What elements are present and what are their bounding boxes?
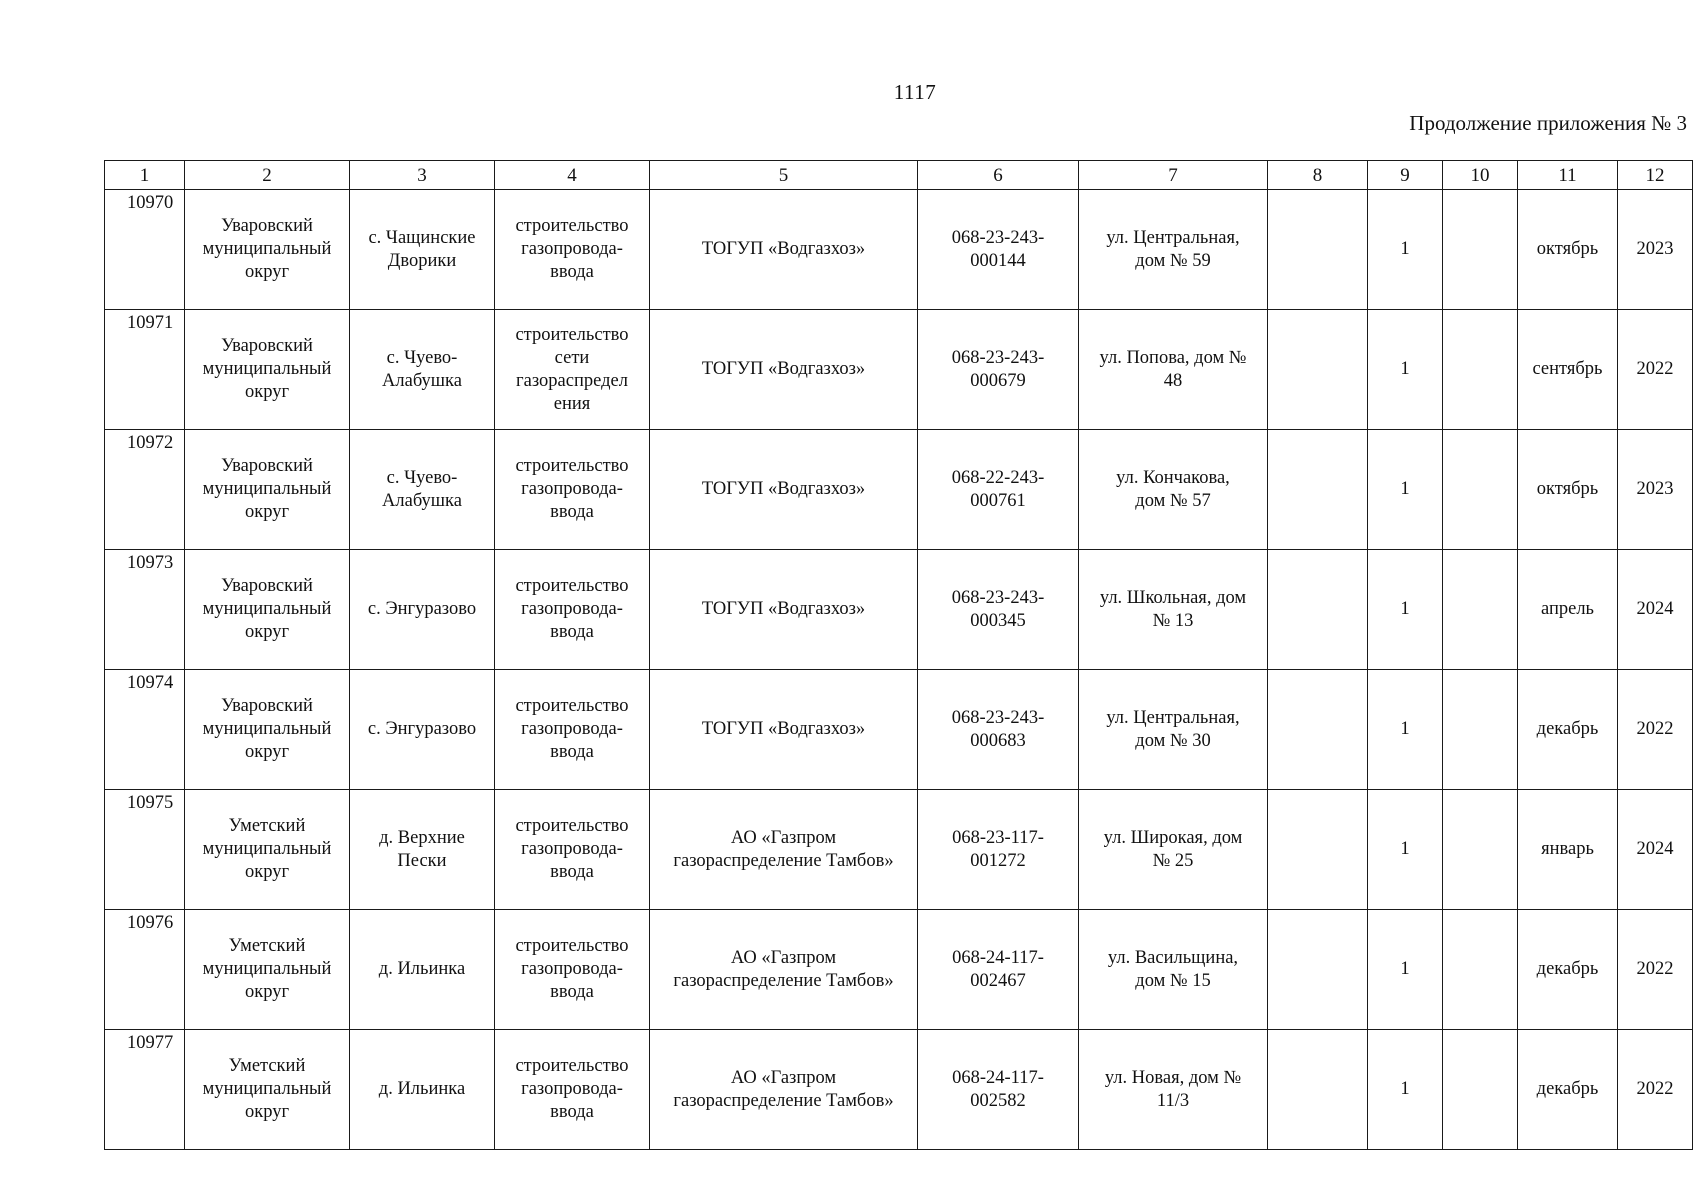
year-cell-text: 2024 bbox=[1636, 599, 1674, 619]
row-number-cell-text: 10976 bbox=[127, 913, 174, 933]
object-code-cell-text: 068-23-117- 001272 bbox=[952, 827, 1044, 871]
row-number-cell bbox=[105, 310, 185, 430]
column-header: 11 bbox=[1518, 161, 1618, 190]
work-type-cell bbox=[495, 670, 650, 790]
column-8-cell bbox=[1268, 310, 1368, 430]
settlement-cell-text: с. Чащинские Дворики bbox=[368, 227, 476, 271]
column-9-cell-text: 1 bbox=[1400, 959, 1410, 979]
district-cell-text: Уметский муниципальный округ bbox=[202, 1056, 332, 1122]
row-number-cell bbox=[105, 1030, 185, 1150]
work-type-cell-text: строительство газопровода- ввода bbox=[515, 936, 629, 1002]
object-code-cell-text: 068-24-117- 002467 bbox=[952, 947, 1044, 991]
column-header: 7 bbox=[1079, 161, 1268, 190]
district-cell-text: Уметский муниципальный округ bbox=[202, 936, 332, 1002]
address-cell-text: ул. Кончакова, дом № 57 bbox=[1116, 467, 1230, 511]
year-cell bbox=[1618, 430, 1693, 550]
object-code-cell-text: 068-23-243- 000144 bbox=[951, 227, 1045, 271]
column-10-cell bbox=[1443, 310, 1518, 430]
organization-cell-text: АО «Газпром газораспределение Тамбов» bbox=[673, 827, 894, 871]
column-header: 5 bbox=[650, 161, 918, 190]
work-type-cell-text: строительство газопровода- ввода bbox=[515, 576, 629, 642]
year-cell bbox=[1618, 1030, 1693, 1150]
row-number-cell-text: 10972 bbox=[127, 433, 174, 453]
column-9-cell-text: 1 bbox=[1400, 359, 1410, 379]
row-number-cell bbox=[105, 430, 185, 550]
year-cell-text: 2024 bbox=[1636, 839, 1674, 859]
row-number-cell-text: 10974 bbox=[127, 673, 174, 693]
column-8-cell bbox=[1268, 1030, 1368, 1150]
address-cell-text: ул. Васильщина, дом № 15 bbox=[1107, 947, 1239, 991]
object-code-cell-text: 068-24-117- 002582 bbox=[952, 1067, 1044, 1111]
address-cell bbox=[1079, 1030, 1268, 1150]
year-cell-text: 2022 bbox=[1636, 1079, 1674, 1099]
year-cell bbox=[1618, 550, 1693, 670]
month-cell bbox=[1518, 190, 1618, 310]
column-header: 9 bbox=[1368, 161, 1443, 190]
organization-cell bbox=[650, 790, 918, 910]
column-8-cell bbox=[1268, 910, 1368, 1030]
table-row bbox=[105, 1030, 1693, 1150]
settlement-cell bbox=[350, 1030, 495, 1150]
district-cell-text: Уваровский муниципальный округ bbox=[202, 696, 332, 762]
district-cell-text: Уметский муниципальный округ bbox=[202, 816, 332, 882]
column-header: 8 bbox=[1268, 161, 1368, 190]
object-code-cell-text: 068-23-243- 000679 bbox=[951, 347, 1045, 391]
column-9-cell-text: 1 bbox=[1400, 719, 1410, 739]
organization-cell-text: ТОГУП «Водгазхоз» bbox=[701, 599, 866, 619]
year-cell-text: 2023 bbox=[1636, 479, 1674, 499]
district-cell bbox=[185, 550, 350, 670]
year-cell bbox=[1618, 910, 1693, 1030]
column-8-cell bbox=[1268, 790, 1368, 910]
district-cell bbox=[185, 910, 350, 1030]
column-header: 3 bbox=[350, 161, 495, 190]
work-type-cell bbox=[495, 790, 650, 910]
column-10-cell bbox=[1443, 670, 1518, 790]
work-type-cell-text: строительство газопровода- ввода bbox=[515, 816, 629, 882]
column-header: 10 bbox=[1443, 161, 1518, 190]
row-number-cell bbox=[105, 790, 185, 910]
month-cell bbox=[1518, 550, 1618, 670]
district-cell bbox=[185, 190, 350, 310]
month-cell-text: январь bbox=[1541, 839, 1594, 859]
organization-cell-text: ТОГУП «Водгазхоз» bbox=[701, 479, 866, 499]
settlement-cell-text: с. Чуево- Алабушка bbox=[382, 467, 462, 511]
row-number-cell bbox=[105, 670, 185, 790]
year-cell bbox=[1618, 670, 1693, 790]
column-10-cell bbox=[1443, 790, 1518, 910]
organization-cell bbox=[650, 190, 918, 310]
object-code-cell bbox=[918, 670, 1079, 790]
settlement-cell-text: с. Энгуразово bbox=[367, 719, 477, 739]
work-type-cell-text: строительство газопровода- ввода bbox=[515, 456, 629, 522]
column-header: 1 bbox=[105, 161, 185, 190]
table-row bbox=[105, 190, 1693, 310]
address-cell-text: ул. Новая, дом № 11/3 bbox=[1104, 1067, 1242, 1111]
work-type-cell bbox=[495, 310, 650, 430]
row-number-cell bbox=[105, 190, 185, 310]
organization-cell-text: АО «Газпром газораспределение Тамбов» bbox=[673, 1067, 894, 1111]
column-9-cell-text: 1 bbox=[1400, 239, 1410, 259]
table-header bbox=[105, 161, 1693, 190]
organization-cell bbox=[650, 1030, 918, 1150]
column-10-cell bbox=[1443, 910, 1518, 1030]
year-cell-text: 2022 bbox=[1636, 359, 1674, 379]
object-code-cell-text: 068-23-243- 000345 bbox=[951, 587, 1045, 631]
settlement-cell bbox=[350, 910, 495, 1030]
work-type-cell-text: строительство газопровода- ввода bbox=[515, 216, 629, 282]
year-cell bbox=[1618, 790, 1693, 910]
month-cell-text: апрель bbox=[1541, 599, 1594, 619]
column-9-cell-text: 1 bbox=[1400, 1079, 1410, 1099]
address-cell-text: ул. Школьная, дом № 13 bbox=[1099, 587, 1247, 631]
column-10-cell bbox=[1443, 550, 1518, 670]
column-10-cell bbox=[1443, 430, 1518, 550]
work-type-cell bbox=[495, 1030, 650, 1150]
month-cell-text: декабрь bbox=[1536, 719, 1599, 739]
object-code-cell bbox=[918, 1030, 1079, 1150]
address-cell bbox=[1079, 430, 1268, 550]
settlement-cell bbox=[350, 550, 495, 670]
organization-cell-text: ТОГУП «Водгазхоз» bbox=[701, 359, 866, 379]
address-cell-text: ул. Центральная, дом № 59 bbox=[1106, 227, 1240, 271]
month-cell-text: декабрь bbox=[1536, 1079, 1599, 1099]
month-cell bbox=[1518, 310, 1618, 430]
work-type-cell bbox=[495, 190, 650, 310]
table-body bbox=[105, 190, 1693, 1150]
column-9-cell bbox=[1368, 670, 1443, 790]
address-cell bbox=[1079, 190, 1268, 310]
column-8-cell bbox=[1268, 550, 1368, 670]
settlement-cell bbox=[350, 670, 495, 790]
month-cell-text: сентябрь bbox=[1532, 359, 1603, 379]
table-row bbox=[105, 430, 1693, 550]
district-cell-text: Уваровский муниципальный округ bbox=[202, 216, 332, 282]
settlement-cell-text: д. Верхние Пески bbox=[379, 827, 465, 871]
month-cell bbox=[1518, 430, 1618, 550]
address-cell bbox=[1079, 550, 1268, 670]
column-8-cell bbox=[1268, 670, 1368, 790]
row-number-cell-text: 10977 bbox=[127, 1033, 174, 1053]
year-cell-text: 2022 bbox=[1636, 959, 1674, 979]
column-9-cell bbox=[1368, 910, 1443, 1030]
column-number-row bbox=[105, 161, 1693, 190]
column-9-cell bbox=[1368, 790, 1443, 910]
table-row bbox=[105, 910, 1693, 1030]
year-cell bbox=[1618, 310, 1693, 430]
settlement-cell-text: д. Ильинка bbox=[378, 959, 466, 979]
work-type-cell-text: строительство сети газораспредел ения bbox=[515, 324, 629, 414]
column-9-cell bbox=[1368, 190, 1443, 310]
row-number-cell bbox=[105, 910, 185, 1030]
appendix-continuation-note: Продолжение приложения № 3 bbox=[1409, 111, 1687, 135]
column-10-cell bbox=[1443, 190, 1518, 310]
row-number-cell-text: 10973 bbox=[127, 553, 174, 573]
work-type-cell-text: строительство газопровода- ввода bbox=[515, 696, 629, 762]
district-cell-text: Уваровский муниципальный округ bbox=[202, 456, 332, 522]
table-row bbox=[105, 790, 1693, 910]
settlement-cell-text: с. Энгуразово bbox=[367, 599, 477, 619]
column-header: 12 bbox=[1618, 161, 1693, 190]
address-cell bbox=[1079, 910, 1268, 1030]
year-cell-text: 2022 bbox=[1636, 719, 1674, 739]
object-code-cell bbox=[918, 190, 1079, 310]
column-header: 6 bbox=[918, 161, 1079, 190]
settlement-cell bbox=[350, 790, 495, 910]
register-table bbox=[104, 160, 1693, 1150]
settlement-cell-text: д. Ильинка bbox=[378, 1079, 466, 1099]
address-cell bbox=[1079, 670, 1268, 790]
organization-cell bbox=[650, 670, 918, 790]
organization-cell bbox=[650, 910, 918, 1030]
table-row bbox=[105, 670, 1693, 790]
work-type-cell bbox=[495, 430, 650, 550]
address-cell bbox=[1079, 310, 1268, 430]
object-code-cell bbox=[918, 910, 1079, 1030]
object-code-cell bbox=[918, 430, 1079, 550]
table-row bbox=[105, 310, 1693, 430]
column-9-cell bbox=[1368, 310, 1443, 430]
column-9-cell bbox=[1368, 550, 1443, 670]
column-9-cell bbox=[1368, 430, 1443, 550]
district-cell-text: Уваровский муниципальный округ bbox=[202, 576, 332, 642]
organization-cell-text: АО «Газпром газораспределение Тамбов» bbox=[673, 947, 894, 991]
year-cell-text: 2023 bbox=[1636, 239, 1674, 259]
organization-cell bbox=[650, 550, 918, 670]
address-cell bbox=[1079, 790, 1268, 910]
year-cell bbox=[1618, 190, 1693, 310]
district-cell bbox=[185, 1030, 350, 1150]
column-10-cell bbox=[1443, 1030, 1518, 1150]
column-9-cell-text: 1 bbox=[1400, 479, 1410, 499]
settlement-cell bbox=[350, 430, 495, 550]
organization-cell-text: ТОГУП «Водгазхоз» bbox=[701, 239, 866, 259]
object-code-cell-text: 068-23-243- 000683 bbox=[951, 707, 1045, 751]
organization-cell-text: ТОГУП «Водгазхоз» bbox=[701, 719, 866, 739]
work-type-cell bbox=[495, 910, 650, 1030]
column-header: 2 bbox=[185, 161, 350, 190]
work-type-cell bbox=[495, 550, 650, 670]
object-code-cell-text: 068-22-243- 000761 bbox=[951, 467, 1045, 511]
object-code-cell bbox=[918, 310, 1079, 430]
object-code-cell bbox=[918, 790, 1079, 910]
month-cell bbox=[1518, 910, 1618, 1030]
month-cell bbox=[1518, 1030, 1618, 1150]
address-cell-text: ул. Широкая, дом № 25 bbox=[1103, 827, 1243, 871]
settlement-cell bbox=[350, 190, 495, 310]
column-9-cell-text: 1 bbox=[1400, 599, 1410, 619]
table-row bbox=[105, 550, 1693, 670]
row-number-cell-text: 10970 bbox=[127, 193, 174, 213]
row-number-cell bbox=[105, 550, 185, 670]
district-cell bbox=[185, 670, 350, 790]
row-number-cell-text: 10971 bbox=[127, 313, 174, 333]
column-8-cell bbox=[1268, 430, 1368, 550]
month-cell bbox=[1518, 790, 1618, 910]
work-type-cell-text: строительство газопровода- ввода bbox=[515, 1056, 629, 1122]
month-cell-text: октябрь bbox=[1536, 479, 1599, 499]
district-cell bbox=[185, 430, 350, 550]
row-number-cell-text: 10975 bbox=[127, 793, 174, 813]
settlement-cell bbox=[350, 310, 495, 430]
column-8-cell bbox=[1268, 190, 1368, 310]
address-cell-text: ул. Попова, дом № 48 bbox=[1099, 347, 1247, 391]
district-cell bbox=[185, 310, 350, 430]
column-9-cell bbox=[1368, 1030, 1443, 1150]
district-cell bbox=[185, 790, 350, 910]
object-code-cell bbox=[918, 550, 1079, 670]
month-cell bbox=[1518, 670, 1618, 790]
month-cell-text: октябрь bbox=[1536, 239, 1599, 259]
column-9-cell-text: 1 bbox=[1400, 839, 1410, 859]
page-number: 1117 bbox=[893, 80, 937, 104]
month-cell-text: декабрь bbox=[1536, 959, 1599, 979]
organization-cell bbox=[650, 310, 918, 430]
district-cell-text: Уваровский муниципальный округ bbox=[202, 336, 332, 402]
address-cell-text: ул. Центральная, дом № 30 bbox=[1106, 707, 1240, 751]
settlement-cell-text: с. Чуево- Алабушка bbox=[382, 347, 462, 391]
organization-cell bbox=[650, 430, 918, 550]
column-header: 4 bbox=[495, 161, 650, 190]
